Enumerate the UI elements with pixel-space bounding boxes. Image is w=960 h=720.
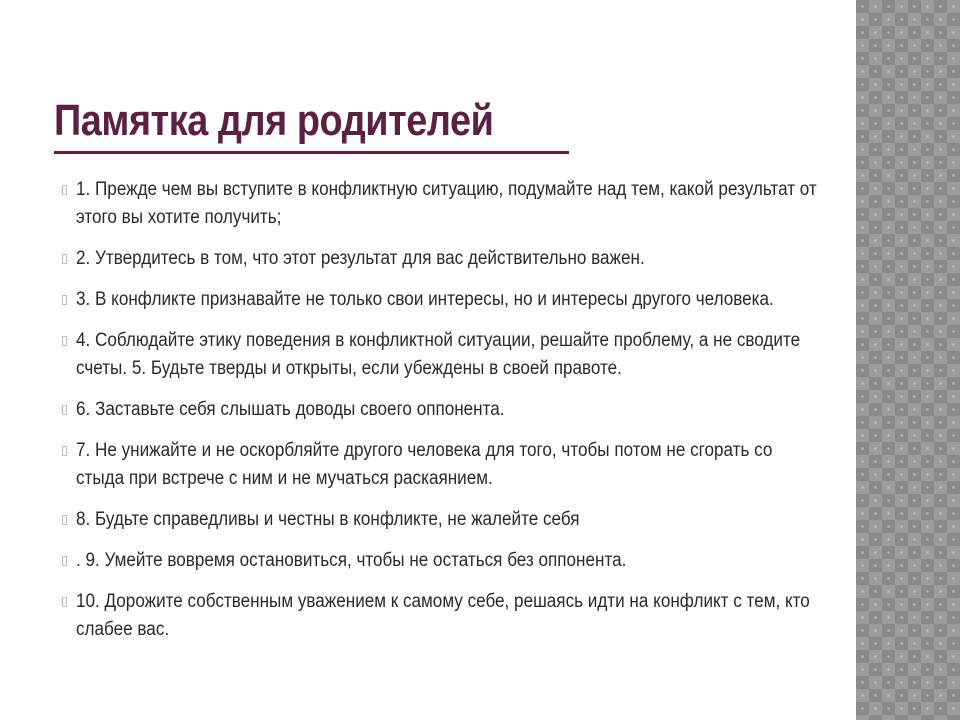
list-item-text: 8. Будьте справедливы и честны в конфликте, не жалейте себя bbox=[76, 509, 580, 530]
list-item bbox=[62, 176, 822, 232]
list-item-text: 4. Соблюдайте этику поведения в конфликтной ситуации, решайте проблему, а не сводите счеты. 5. Будьте тверды и открыты, если убеждены в своей правоте. bbox=[76, 330, 801, 379]
decorative-pattern-strip bbox=[856, 0, 960, 720]
bullet-icon bbox=[62, 446, 67, 456]
list-item bbox=[62, 286, 822, 314]
list-item-text: . 9. Умейте вовремя остановиться, чтобы не остаться без оппонента. bbox=[76, 550, 627, 571]
bullet-icon bbox=[62, 295, 67, 305]
list-item-text: 10. Дорожите собственным уважением к самому себе, решаясь идти на конфликт с тем, кто слабее вас. bbox=[76, 591, 810, 640]
bullet-icon bbox=[62, 336, 67, 346]
list-item bbox=[62, 588, 822, 644]
list-item-text: 2. Утвердитесь в том, что этот результат для вас действительно важен. bbox=[76, 248, 645, 269]
list-item-text: 3. В конфликте признавайте не только свои интересы, но и интересы другого человека. bbox=[76, 289, 774, 310]
slide-title: Памятка для родителей bbox=[54, 96, 494, 145]
list-item bbox=[62, 506, 822, 534]
title-underline bbox=[54, 151, 569, 154]
list-item bbox=[62, 327, 822, 383]
list-item-text: 7. Не унижайте и не оскорбляйте другого человека для того, чтобы потом не сгорать со стыда при встрече с ним и не мучаться раскаянием. bbox=[76, 440, 773, 489]
list-item bbox=[62, 396, 822, 424]
list-item-text: 6. Заставьте себя слышать доводы своего оппонента. bbox=[76, 399, 505, 420]
bullet-icon bbox=[62, 515, 67, 525]
bullet-icon bbox=[62, 597, 67, 607]
memo-list bbox=[62, 176, 822, 657]
bullet-icon bbox=[62, 556, 67, 566]
list-item bbox=[62, 437, 822, 493]
list-item bbox=[62, 547, 822, 575]
list-item-text: 1. Прежде чем вы вступите в конфликтную ситуацию, подумайте над тем, какой результат от этого вы хотите получить; bbox=[76, 179, 817, 228]
bullet-icon bbox=[62, 185, 67, 195]
bullet-icon bbox=[62, 254, 67, 264]
bullet-icon bbox=[62, 405, 67, 415]
list-item bbox=[62, 245, 822, 273]
